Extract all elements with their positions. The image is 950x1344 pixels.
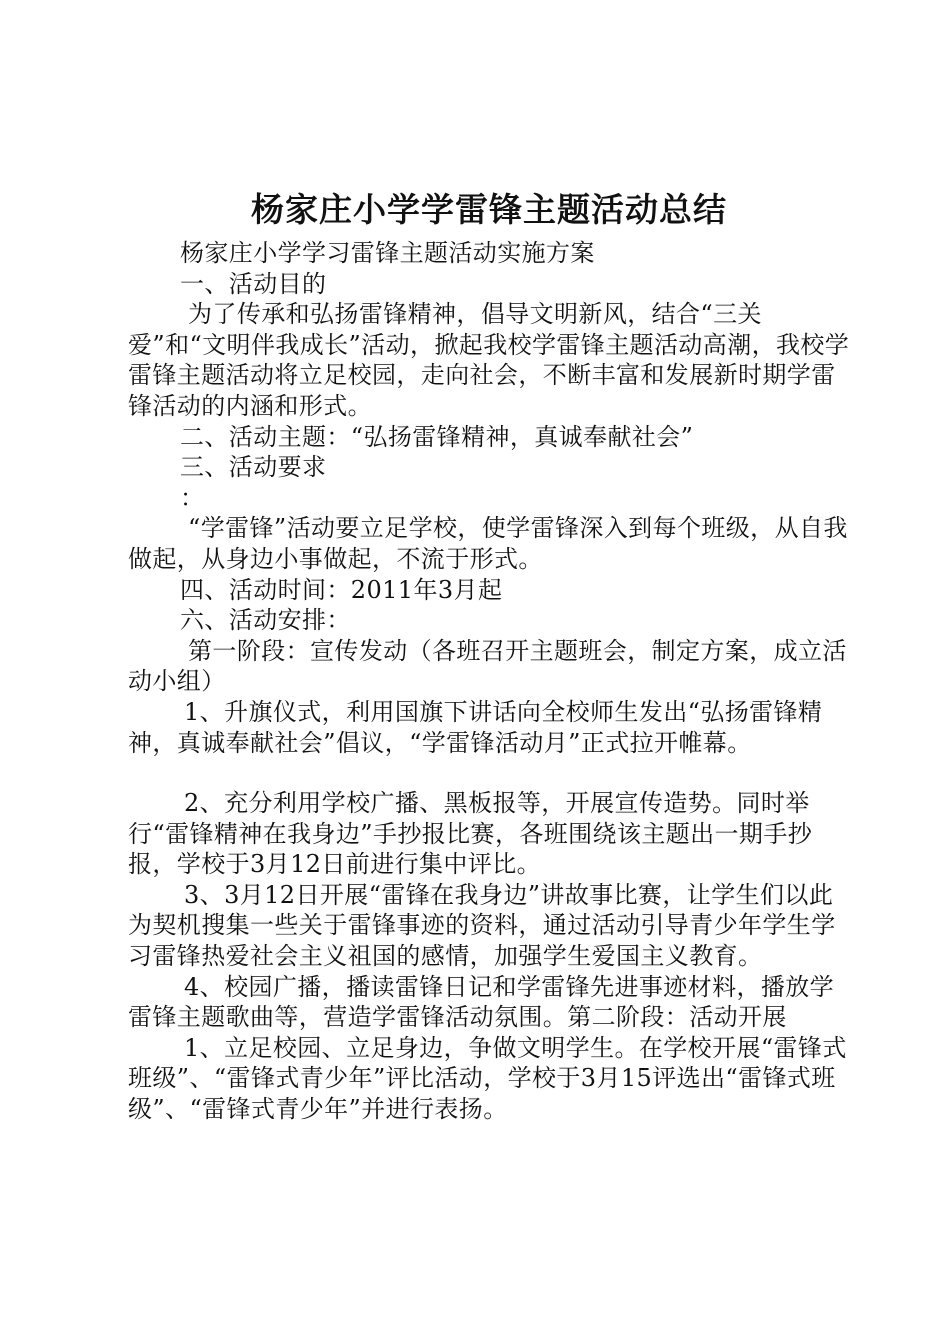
section-requirements-heading: 三、活动要求	[180, 453, 327, 482]
plan-heading: 杨家庄小学学习雷锋主题活动实施方案	[180, 239, 595, 267]
requirements-colon: ：	[180, 483, 205, 512]
document-title: 杨家庄小学学雷锋主题活动总结	[251, 190, 727, 229]
section-schedule-heading: 六、活动安排：	[180, 606, 351, 635]
paragraph-gap	[128, 758, 850, 788]
phase-one-paragraph: 第一阶段：宣传发动（各班召开主题班会，制定方案，成立活动小组）	[128, 636, 847, 696]
item-civilized-students: 1、立足校园、立足身边，争做文明学生。在学校开展“雷锋式班级”、“雷锋式青少年”评比活动，学校于3月15评选出“雷锋式班级”、“雷锋式青少年”并进行表扬。	[128, 1033, 847, 1124]
document-page	[128, 188, 850, 1125]
item-flag-ceremony: 1、升旗仪式，利用国旗下讲话向全校师生发出“弘扬雷锋精神，真诚奉献社会”倡议，“学雷锋活动月”正式拉开帷幕。	[128, 697, 823, 757]
section-time-heading: 四、活动时间：2011年3月起	[180, 575, 503, 604]
section-theme-heading: 二、活动主题：“弘扬雷锋精神，真诚奉献社会”	[180, 422, 694, 451]
section-purpose-heading: 一、活动目的	[180, 269, 327, 298]
item-broadcast-blackboard: 2、充分利用学校广播、黑板报等，开展宣传造势。同时举行“雷锋精神在我身边”手抄报比赛，各班围绕该主题出一期手抄报，学校于3月12日前进行集中评比。	[128, 789, 813, 879]
requirements-paragraph: “学雷锋”活动要立足学校，使学雷锋深入到每个班级，从自我做起，从身边小事做起，不流于形式。	[128, 514, 848, 573]
item-storytelling: 3、3月12日开展“雷锋在我身边”讲故事比赛，让学生们以此为契机搜集一些关于雷锋事迹的资料，通过活动引导青少年学生学习雷锋热爱社会主义祖国的感情，加强学生爱国主义教育。	[128, 880, 836, 971]
purpose-paragraph: 为了传承和弘扬雷锋精神，倡导文明新风，结合“三关爱”和“文明伴我成长”活动，掀起我校学雷锋主题活动高潮，我校学雷锋主题活动将立足校园，走向社会，不断丰富和发展新时期学雷锋活动的内涵和形式。	[128, 300, 850, 420]
item-campus-broadcast: 4、校园广播，播读雷锋日记和学雷锋先进事迹材料，播放学雷锋主题歌曲等，营造学雷锋活动氛围。第二阶段：活动开展	[128, 972, 835, 1032]
